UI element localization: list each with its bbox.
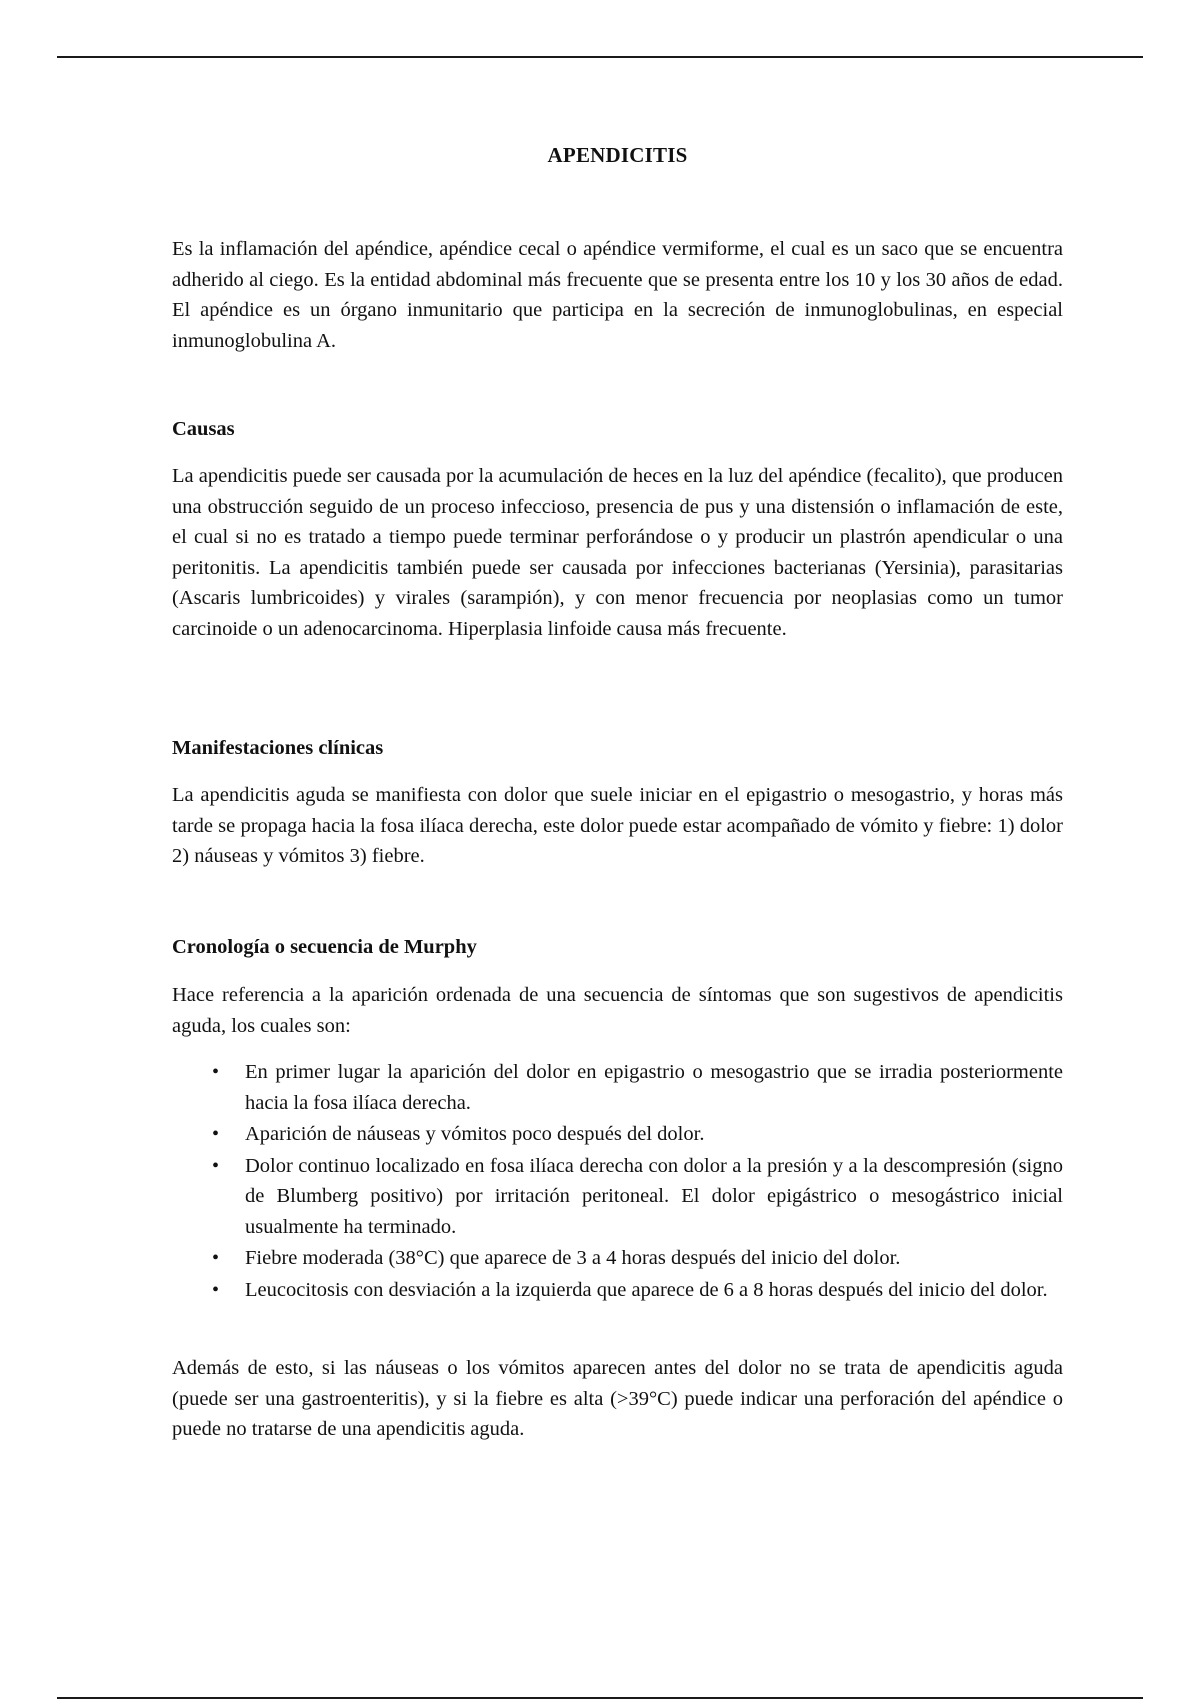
bullet-icon: • — [212, 1278, 220, 1301]
bullet-icon: • — [212, 1247, 220, 1269]
cronologia-paragraph: Hace referencia a la aparición ordenada de una secuencia de síntomas que son sugestivos de apendicitis aguda, los cuales son: — [172, 984, 1063, 1037]
intro-paragraph: Es la inflamación del apéndice, apéndice cecal o apéndice vermiforme, el cual es un saco que se encuentra adherido al ciego. Es la entidad abdominal más frecuente que se presenta entre los 10 y los 30 años de edad. El apéndice es un órgano inmunitario que participa en la secreción de inmunoglobulinas, en especial inmunoglobulina A. — [172, 238, 1063, 352]
document-title: APENDICITIS — [547, 143, 688, 167]
bullet-icon: • — [212, 1154, 220, 1177]
bullet-icon: • — [212, 1123, 220, 1145]
causas-heading: Causas — [172, 418, 235, 440]
list-item — [172, 1243, 1063, 1274]
list-item-text: Fiebre moderada (38°C) que aparece de 3 a 4 horas después del inicio del dolor. — [245, 1247, 901, 1269]
causas-paragraph: La apendicitis puede ser causada por la acumulación de heces en la luz del apéndice (fecalito), que producen una obstrucción seguido de un proceso infeccioso, presencia de pus y una distensión o inflamación de este, el cual si no es tratado a tiempo puede terminar perforándose o y producir un plastrón apendicular o una peritonitis. La apendicitis también puede ser causada por infecciones bacterianas (Yersinia), parasitarias (Ascaris lumbricoides) y virales (sarampión), y con menor frecuencia por neoplasias como un tumor carcinoide o un adenocarcinoma. Hiperplasia linfoide causa más frecuente. — [172, 465, 1063, 640]
bottom-rule — [57, 1697, 1143, 1699]
closing-paragraph: Además de esto, si las náuseas o los vómitos aparecen antes del dolor no se trata de apendicitis aguda (puede ser una gastroenteritis), y si la fiebre es alta (>39°C) puede indicar una perforación del apéndice o puede no tratarse de una apendicitis aguda. — [172, 1357, 1063, 1440]
list-item-text: En primer lugar la aparición del dolor en epigastrio o mesogastrio que se irradia posteriormente hacia la fosa ilíaca derecha. — [245, 1061, 1063, 1114]
list-item-text: Aparición de náuseas y vómitos poco después del dolor. — [245, 1123, 705, 1145]
list-item-text: Leucocitosis con desviación a la izquierda que aparece de 6 a 8 horas después del inicio del dolor. — [245, 1278, 1048, 1301]
cronologia-heading: Cronología o secuencia de Murphy — [172, 936, 477, 958]
list-item — [172, 1275, 1063, 1306]
list-item — [172, 1057, 1063, 1118]
manifestaciones-heading: Manifestaciones clínicas — [172, 737, 384, 759]
list-item — [172, 1151, 1063, 1243]
list-item-text: Dolor continuo localizado en fosa ilíaca derecha con dolor a la presión y a la descompresión (signo de Blumberg positivo) por irritación peritoneal. El dolor epigástrico o mesogástrico inicial usualmente ha terminado. — [245, 1154, 1063, 1238]
bullet-icon: • — [212, 1061, 220, 1083]
top-rule — [57, 56, 1143, 58]
murphy-sequence-list — [172, 1057, 1063, 1306]
list-item — [172, 1119, 1063, 1150]
manifestaciones-paragraph: La apendicitis aguda se manifiesta con dolor que suele iniciar en el epigastrio o mesogastrio, y horas más tarde se propaga hacia la fosa ilíaca derecha, este dolor puede estar acompañado de vómito y fiebre: 1) dolor 2) náuseas y vómitos 3) fiebre. — [172, 784, 1063, 867]
